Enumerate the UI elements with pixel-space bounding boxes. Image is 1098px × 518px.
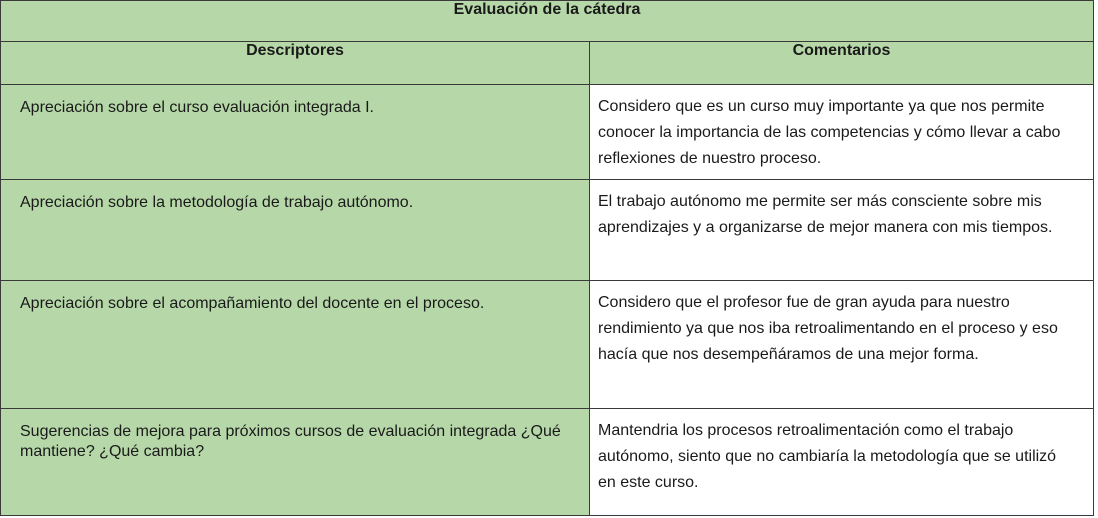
descriptor-cell: Apreciación sobre el curso evaluación integrada I. bbox=[1, 85, 590, 180]
table-title: Evaluación de la cátedra bbox=[1, 1, 1094, 42]
comment-cell: Mantendria los procesos retroalimentación como el trabajo autónomo, siento que no cambiaría la metodología que se utilizó en este curso. bbox=[590, 409, 1094, 516]
table-row bbox=[1, 180, 1094, 281]
table-row bbox=[1, 281, 1094, 409]
comment-cell: Considero que es un curso muy importante ya que nos permite conocer la importancia de las competencias y cómo llevar a cabo reflexiones de nuestro proceso. bbox=[590, 85, 1094, 180]
comment-cell: Considero que el profesor fue de gran ayuda para nuestro rendimiento ya que nos iba retroalimentando en el proceso y eso hacía que nos desempeñáramos de una mejor forma. bbox=[590, 281, 1094, 409]
table-title-row bbox=[1, 1, 1094, 42]
column-header-comments: Comentarios bbox=[590, 42, 1094, 85]
comment-cell: El trabajo autónomo me permite ser más consciente sobre mis aprendizajes y a organizarse de mejor manera con mis tiempos. bbox=[590, 180, 1094, 281]
descriptor-cell: Apreciación sobre la metodología de trabajo autónomo. bbox=[1, 180, 590, 281]
table-row bbox=[1, 409, 1094, 516]
descriptor-cell: Apreciación sobre el acompañamiento del docente en el proceso. bbox=[1, 281, 590, 409]
descriptor-cell: Sugerencias de mejora para próximos cursos de evaluación integrada ¿Qué mantiene? ¿Qué cambia? bbox=[1, 409, 590, 516]
column-header-descriptors: Descriptores bbox=[1, 42, 590, 85]
table-header-row bbox=[1, 42, 1094, 85]
table-row bbox=[1, 85, 1094, 180]
